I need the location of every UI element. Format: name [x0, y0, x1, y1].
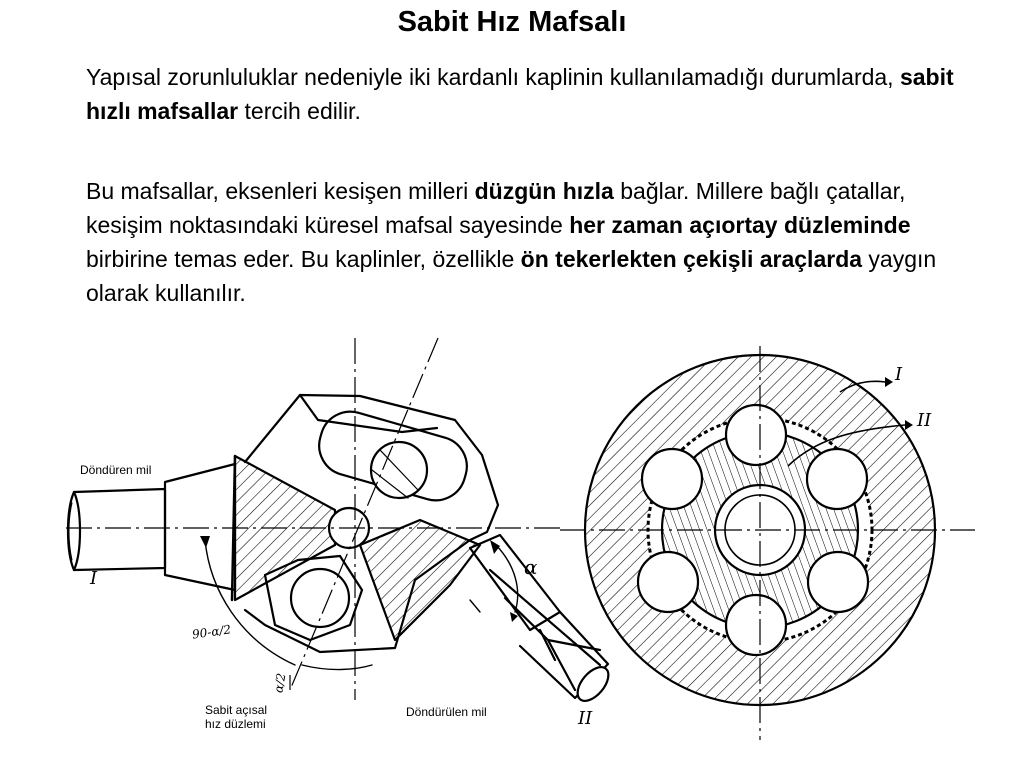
bold-phrase: sabit hızlı mafsallar	[86, 64, 954, 124]
roman-ii-left: II	[578, 708, 593, 729]
roman-i-left: I	[90, 568, 98, 589]
slide-title: Sabit Hız Mafsalı	[397, 6, 627, 38]
text-run: tercih edilir.	[238, 98, 361, 124]
ball-top	[726, 405, 786, 465]
driving-shaft-label: Döndüren mil	[80, 463, 152, 477]
paragraph-2	[86, 174, 986, 310]
ball-upper-left	[642, 449, 702, 509]
driven-shaft-label: Döndürülen mil	[406, 705, 487, 719]
joint-drawing	[0, 330, 1024, 767]
constant-velocity-plane-label-1: Sabit açısal	[205, 703, 268, 717]
shaft-cut-end	[68, 492, 80, 570]
bold-phrase: her zaman açıortay düzleminde	[569, 212, 911, 238]
ball-bottom	[726, 595, 786, 655]
text-run: bağlar. Millere bağlı çatallar, kesişim noktasındaki küresel mafsal sayesinde	[86, 178, 906, 238]
ball-lower-left	[638, 552, 698, 612]
text-run: birbirine temas eder. Bu kaplinler, özellikle	[86, 246, 521, 272]
ball-upper-right	[807, 449, 867, 509]
side-view	[68, 395, 614, 706]
paragraph-1	[86, 60, 986, 128]
input-shaft	[74, 489, 165, 570]
alpha-label: α	[524, 555, 538, 579]
roman-i-right: I	[895, 364, 903, 385]
ball-lower-right	[808, 552, 868, 612]
roman-ii-right: II	[917, 410, 932, 431]
output-shaft-end	[572, 662, 615, 707]
right-fork	[360, 520, 480, 640]
angle-90-label: 90-α/2	[191, 622, 232, 642]
constant-velocity-plane-label-2: hız düzlemi	[205, 717, 266, 731]
text-run: Yapısal zorunluluklar nedeniyle iki kardanlı kaplinin kullanılamadığı durumlarda,	[86, 64, 900, 90]
text-run: Bu mafsallar, eksenleri kesişen milleri	[86, 178, 475, 204]
bold-phrase: düzgün hızla	[474, 178, 614, 204]
bold-phrase: ön tekerlekten çekişli araçlarda	[520, 246, 863, 272]
angle-half-label: α/2	[271, 672, 289, 694]
text-run: yaygın olarak kullanılır.	[86, 246, 937, 306]
